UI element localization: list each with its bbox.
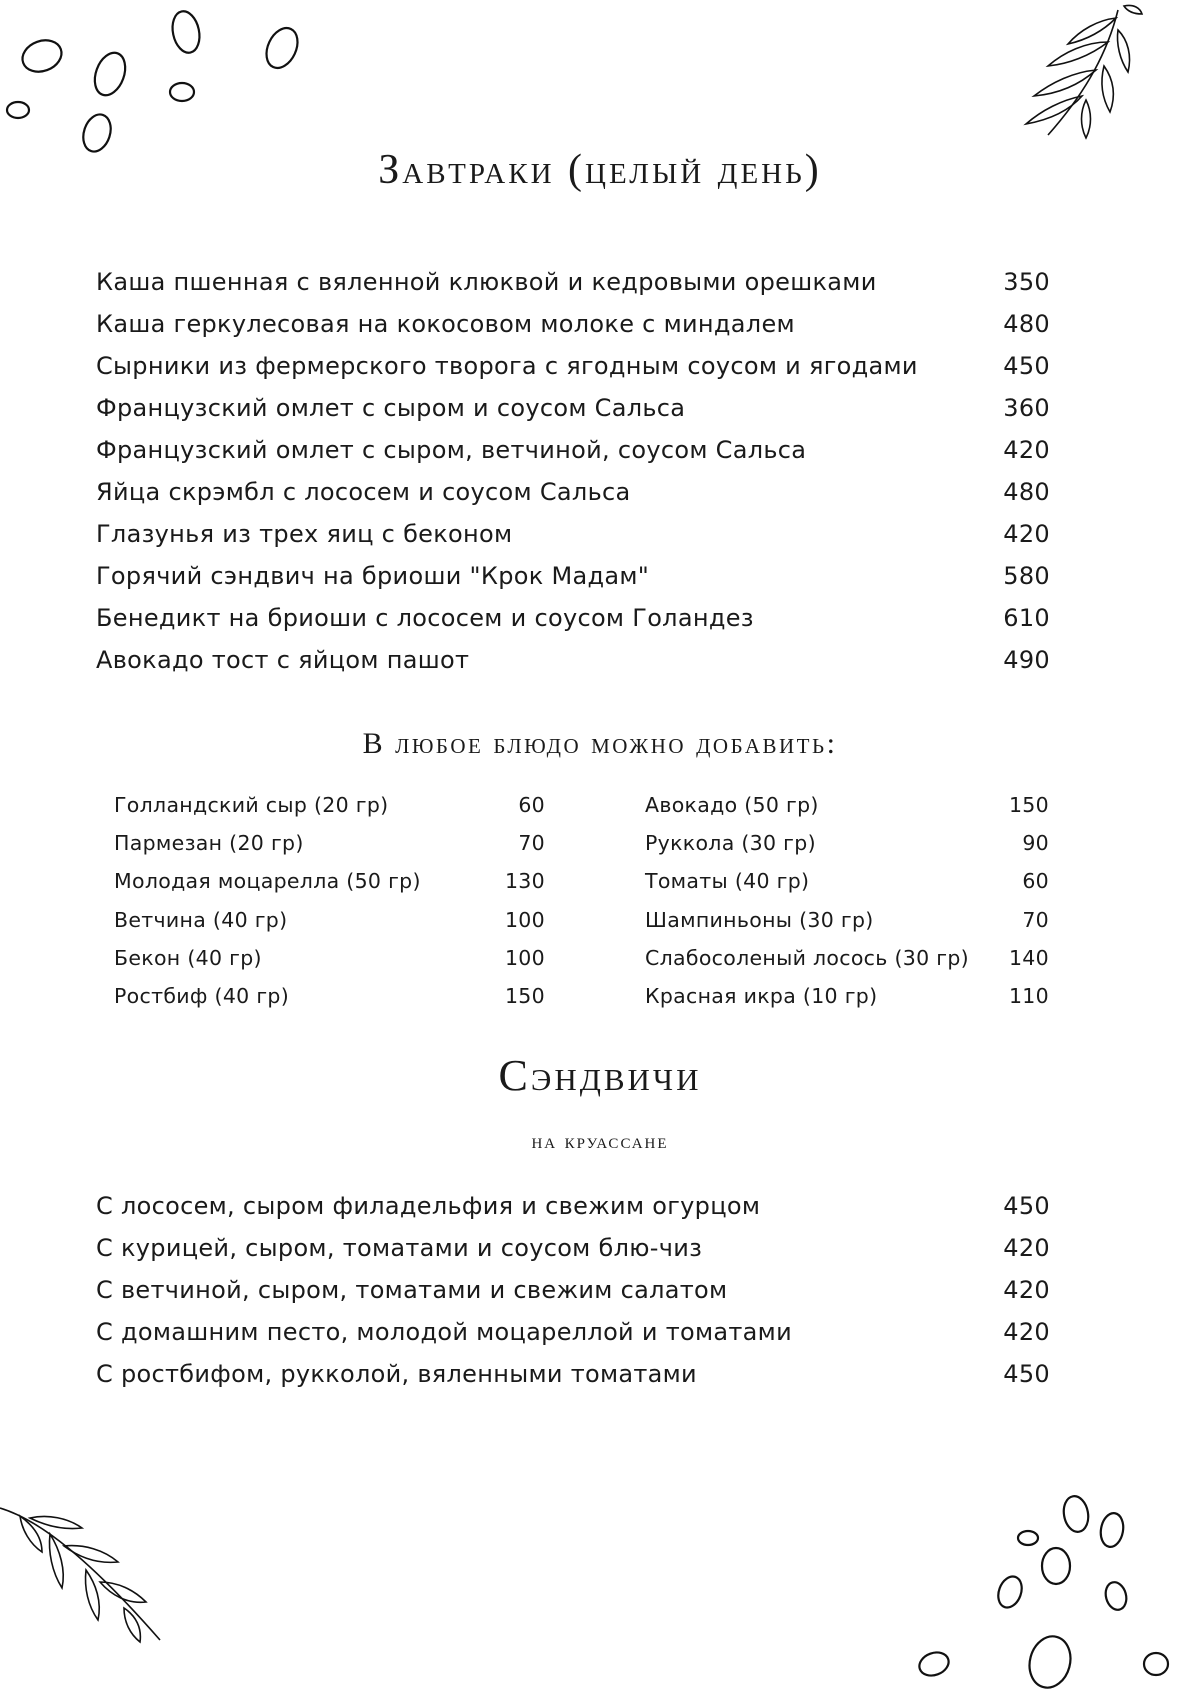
menu-item: [96, 310, 1050, 352]
section-title-breakfast: Завтраки (целый день): [378, 147, 822, 193]
menu-item-price: 350: [1003, 268, 1050, 296]
menu-item-price: 580: [1003, 562, 1050, 590]
olive-cluster-icon: [900, 1486, 1200, 1696]
menu-item-price: 130: [504, 869, 545, 894]
menu-item-name: Слабосоленый лосось (30 гр): [645, 945, 969, 970]
menu-item: [645, 946, 1049, 984]
menu-item: [114, 946, 545, 984]
menu-item: [96, 352, 1050, 394]
menu-item-price: 420: [1003, 1234, 1050, 1262]
menu-item-price: 100: [504, 945, 545, 970]
menu-item: [114, 831, 545, 869]
menu-item-price: 490: [1003, 646, 1050, 674]
menu-item-price: 450: [1003, 1360, 1050, 1388]
menu-item: [645, 984, 1049, 1022]
menu-item-price: 420: [1003, 436, 1050, 464]
menu-item-name: С домашним песто, молодой моцареллой и томатами: [96, 1318, 792, 1346]
menu-item-name: Авокадо (50 гр): [645, 793, 819, 817]
menu-item-name: Каша пшенная с вяленной клюквой и кедровыми орешками: [96, 268, 877, 296]
menu-item-name: С лососем, сыром филадельфия и свежим огурцом: [96, 1192, 761, 1220]
menu-item-name: Голландский сыр (20 гр): [114, 793, 389, 817]
menu-item-price: 420: [1003, 1276, 1050, 1304]
menu-item: [114, 984, 545, 1022]
menu-item-name: Авокадо тост с яйцом пашот: [96, 646, 470, 674]
menu-item-price: 420: [1003, 1318, 1050, 1346]
sandwich-menu-list: [96, 1192, 1050, 1402]
olive-cluster-icon: [0, 0, 320, 160]
menu-item-price: 150: [1008, 793, 1049, 817]
menu-item-price: 70: [518, 831, 545, 856]
menu-item-price: 450: [1003, 1192, 1050, 1220]
menu-item-name: С ветчиной, сыром, томатами и свежим салатом: [96, 1276, 728, 1304]
menu-item: [114, 793, 545, 831]
menu-item-name: Глазунья из трех яиц с беконом: [96, 520, 513, 548]
menu-item-name: Французский омлет с сыром, ветчиной, соусом Сальса: [96, 436, 807, 464]
menu-item: [645, 793, 1049, 831]
menu-item: [645, 908, 1049, 946]
menu-item: [114, 869, 545, 907]
menu-item-price: 360: [1003, 394, 1050, 422]
menu-item-price: 480: [1003, 310, 1050, 338]
olive-branch-icon: [0, 1500, 170, 1650]
menu-item-name: С курицей, сыром, томатами и соусом блю-чиз: [96, 1234, 703, 1262]
menu-item-name: Французский омлет с сыром и соусом Сальса: [96, 394, 686, 422]
menu-item: [96, 1360, 1050, 1402]
menu-item-name: Бекон (40 гр): [114, 945, 262, 970]
menu-item-name: Молодая моцарелла (50 гр): [114, 869, 421, 894]
section-title-sandwiches: Сэндвичи: [498, 1051, 702, 1100]
menu-item: [96, 562, 1050, 604]
menu-item-name: Пармезан (20 гр): [114, 831, 304, 856]
addons-list-left: [114, 793, 545, 1022]
menu-item-price: 420: [1003, 520, 1050, 548]
menu-item-name: Сырники из фермерского творога с ягодным соусом и ягодами: [96, 352, 918, 380]
breakfast-menu-list: [96, 268, 1050, 688]
menu-item: [96, 394, 1050, 436]
menu-item-price: 60: [518, 793, 545, 817]
menu-item: [96, 646, 1050, 688]
section-subtitle-sandwiches: на круассане: [531, 1128, 669, 1153]
menu-item-price: 90: [1022, 831, 1049, 856]
menu-item: [96, 1318, 1050, 1360]
menu-item-price: 60: [1022, 869, 1049, 894]
addons-list-right: [645, 793, 1049, 1022]
menu-item: [96, 604, 1050, 646]
menu-item-price: 150: [504, 983, 545, 1008]
menu-item-name: Ветчина (40 гр): [114, 907, 288, 932]
menu-item-price: 610: [1003, 604, 1050, 632]
menu-item: [96, 1234, 1050, 1276]
menu-item-name: Руккола (30 гр): [645, 831, 816, 856]
menu-item-name: Горячий сэндвич на бриоши "Крок Мадам": [96, 562, 650, 590]
menu-item-name: Шампиньоны (30 гр): [645, 907, 874, 932]
olive-branch-icon: [968, 0, 1148, 150]
menu-item-name: Томаты (40 гр): [645, 869, 810, 894]
menu-item: [114, 908, 545, 946]
menu-item-name: Красная икра (10 гр): [645, 983, 878, 1008]
menu-item: [96, 520, 1050, 562]
section-title-addons: В любое блюдо можно добавить:: [362, 727, 838, 760]
menu-item-name: Ростбиф (40 гр): [114, 983, 290, 1008]
menu-item: [96, 268, 1050, 310]
menu-item-price: 140: [1008, 945, 1049, 970]
menu-item: [96, 478, 1050, 520]
menu-item-name: Бенедикт на бриоши с лососем и соусом Голандез: [96, 604, 754, 632]
menu-item-price: 450: [1003, 352, 1050, 380]
menu-item-price: 110: [1008, 983, 1049, 1008]
menu-item-price: 100: [504, 907, 545, 932]
menu-item: [645, 869, 1049, 907]
menu-item-name: С ростбифом, рукколой, вяленными томатами: [96, 1360, 697, 1388]
menu-item-name: Яйца скрэмбл с лососем и соусом Сальса: [96, 478, 631, 506]
menu-item: [96, 436, 1050, 478]
menu-item: [96, 1276, 1050, 1318]
menu-item-price: 70: [1022, 907, 1049, 932]
menu-item: [645, 831, 1049, 869]
menu-item-name: Каша геркулесовая на кокосовом молоке с миндалем: [96, 310, 795, 338]
menu-item-price: 480: [1003, 478, 1050, 506]
menu-item: [96, 1192, 1050, 1234]
